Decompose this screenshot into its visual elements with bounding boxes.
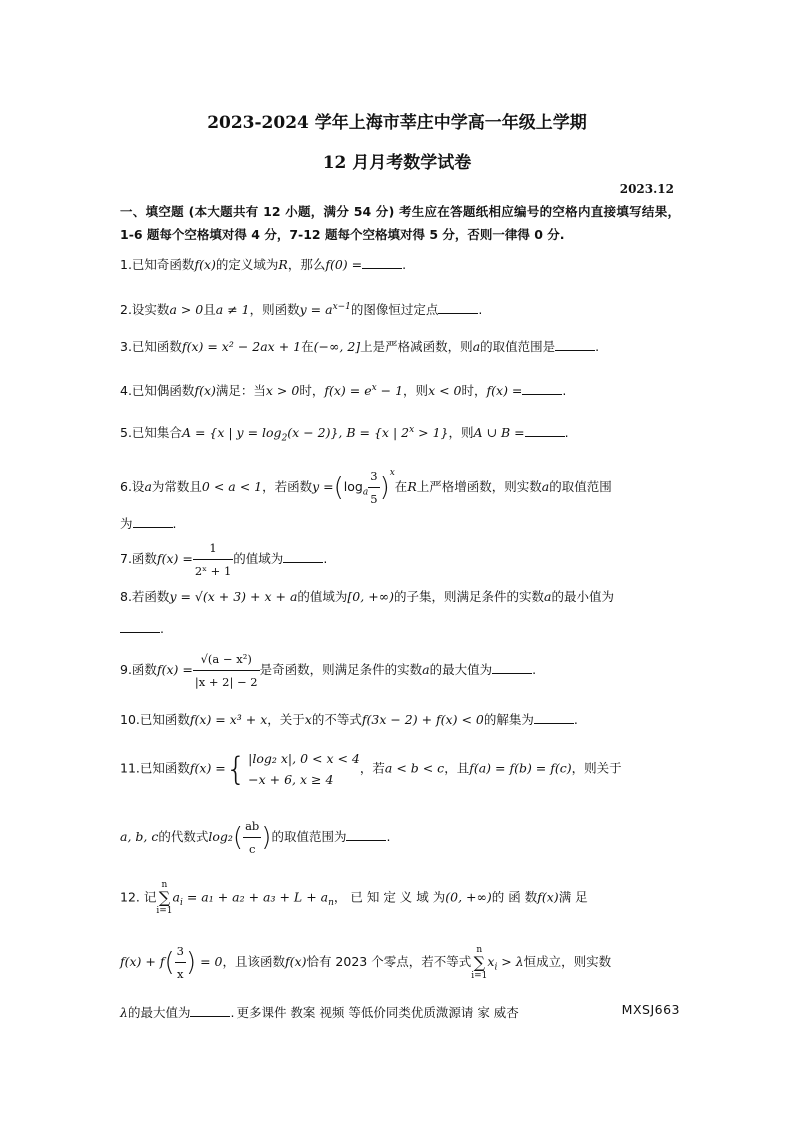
q2-end: 的图像恒过定点 <box>350 302 439 318</box>
q11-case2: −x + 6, x ≥ 4 <box>248 772 334 787</box>
exam-title-line2: 12 月月考数学试卷 <box>322 153 472 173</box>
q10-expr: f(x) = x³ + x <box>189 712 268 727</box>
answer-blank[interactable] <box>522 380 562 395</box>
right-paren: ) <box>379 472 390 503</box>
answer-blank[interactable] <box>346 826 386 841</box>
q12-text2: ， 已 知 定 义 域 为 <box>333 889 446 905</box>
q12-text: 12. 记 <box>120 889 157 905</box>
q5-text: 5.已知集合 <box>120 425 182 441</box>
question-4 <box>120 377 680 402</box>
q8-end2: 的最小值为 <box>551 589 614 604</box>
q11-cond: a < b < c <box>384 760 445 776</box>
answer-blank[interactable] <box>438 299 478 314</box>
q3-text: 3.已知函数 <box>120 339 182 354</box>
q12-sumxi: i <box>494 962 498 973</box>
q12-gt: > λ <box>497 954 524 969</box>
q4-exp: x <box>371 383 377 393</box>
q1-domain: R <box>278 257 288 272</box>
left-paren: ( <box>164 947 175 978</box>
footer-code: MXSJ663 <box>621 1002 680 1017</box>
q12-expr: a <box>172 889 180 905</box>
question-12-line2 <box>120 940 680 985</box>
answer-blank[interactable] <box>362 254 402 269</box>
answer-blank[interactable] <box>555 336 595 351</box>
question-11 <box>120 748 680 790</box>
q9-func: f(x) = <box>156 662 193 677</box>
right-paren: ) <box>261 822 272 853</box>
question-11-line2 <box>120 815 680 860</box>
answer-blank[interactable] <box>120 618 160 633</box>
sigma-icon: ∑ <box>473 952 485 972</box>
q1-text: 1.已知奇函数 <box>120 257 195 272</box>
q2-cond: a > 0 <box>169 302 204 318</box>
q2-exp: x−1 <box>332 302 351 312</box>
footer <box>120 1002 680 1021</box>
q12-num: 3 <box>175 940 186 963</box>
q1-expr: f(0) = <box>325 257 363 272</box>
q12-sub2: n <box>328 898 334 908</box>
q4-text2: 满足：当 <box>215 383 266 399</box>
q8-expr: y = √(x + 3) + x + a <box>169 589 298 604</box>
question-7 <box>120 537 680 582</box>
q12-sum2 <box>471 945 487 981</box>
q5-union: A ∪ B = <box>473 425 525 441</box>
exam-date: 2023.12 <box>619 182 674 196</box>
q5-setA: A = {x | y = log <box>181 425 282 441</box>
q12-text6: 恒成立，则实数 <box>523 954 612 969</box>
q8-var: a <box>543 589 552 604</box>
q12-lambda: λ <box>120 1005 128 1020</box>
q2-text: 2.设实数 <box>120 302 170 318</box>
q12-dot: . <box>230 1005 235 1020</box>
q11-text5: 的取值范围为 <box>271 829 347 844</box>
answer-blank[interactable] <box>534 709 574 724</box>
q2-and: 且 <box>203 302 216 318</box>
q6-num: 3 <box>368 465 379 488</box>
q3-var: a <box>472 339 481 354</box>
q6-y: y = <box>312 479 334 494</box>
q7-end: 的值域为 <box>233 551 284 566</box>
q10-ineq: f(3x − 2) + f(x) < 0 <box>361 712 484 727</box>
q4-text3: 时， <box>299 383 325 399</box>
question-10 <box>120 709 680 731</box>
q7-dot: . <box>323 551 328 566</box>
q12-func: f(x) <box>537 889 559 905</box>
question-8-line2 <box>120 618 680 640</box>
q11-den: c <box>248 842 256 856</box>
q4-func: f(x) <box>194 383 216 399</box>
q10-var: x <box>304 712 312 727</box>
q7-text: 7.函数 <box>120 551 157 566</box>
q6-fraction <box>368 465 379 510</box>
q4-expr2: f(x) = <box>486 383 523 399</box>
q11-end: ，则关于 <box>571 760 622 776</box>
q3-interval: (−∞, 2] <box>313 339 361 354</box>
q8-text2: 的值域为 <box>297 589 348 604</box>
question-12 <box>120 880 680 916</box>
q5-setB-end: > 1} <box>414 425 449 441</box>
q12-sum2-bottom: i=1 <box>471 970 488 981</box>
question-2 <box>120 296 680 321</box>
q9-end2: 的最大值为 <box>429 662 493 677</box>
q12-fraction <box>175 940 186 985</box>
q12-sub: i <box>179 898 183 908</box>
q12-den: x <box>177 967 184 981</box>
q7-fraction <box>193 537 233 582</box>
q5-dot: . <box>564 425 569 441</box>
q5-setB: (x − 2)}, B = {x | 2 <box>287 425 410 441</box>
q12-sumx: x <box>487 954 495 969</box>
q7-num: 1 <box>193 537 233 560</box>
q7-den: 2ˣ + 1 <box>194 564 232 578</box>
q11-log: log₂ <box>208 829 233 844</box>
q3-expr: f(x) = x² − 2ax + 1 <box>181 339 302 354</box>
q2-cond2: a ≠ 1 <box>215 302 250 318</box>
q6-text4: 在 <box>394 479 408 494</box>
q2-text2: ，则函数 <box>249 302 300 318</box>
q3-dot: . <box>595 339 600 354</box>
question-9 <box>120 648 680 693</box>
exam-title-line1: 2023-2024 学年上海市莘庄中学高一年级上学期 <box>207 113 587 133</box>
q6-log: log <box>343 479 363 494</box>
q11-cases <box>248 748 360 790</box>
q12-sum2-top: n <box>476 944 483 955</box>
q12-func2: f(x) <box>285 954 307 969</box>
q12-text7: 的最大值为 <box>127 1005 191 1020</box>
q10-text: 10.已知函数 <box>120 712 190 727</box>
q11-text4: 的代数式 <box>158 829 209 844</box>
q2-dot: . <box>478 302 483 318</box>
q8-interval: [0, +∞) <box>347 589 394 604</box>
q5-exp: x <box>409 425 415 435</box>
q6-var: a <box>144 479 152 494</box>
q4-cond2: x < 0 <box>428 383 462 399</box>
q1-func: f(x) <box>194 257 216 272</box>
q9-den: |x + 2| − 2 <box>194 675 258 689</box>
q3-text2: 在 <box>301 339 314 354</box>
q9-var: a <box>422 662 430 677</box>
q12-end: 满 足 <box>558 889 588 905</box>
q12-expr2: = a₁ + a₂ + a₃ + L + a <box>182 889 329 905</box>
q4-expr1b: − 1 <box>376 383 404 399</box>
left-paren: ( <box>232 822 244 853</box>
q6-cond: 0 < a < 1 <box>201 479 263 494</box>
q3-end: 上是严格减函数，则 <box>360 339 473 354</box>
q10-dot: . <box>573 712 578 727</box>
q6-log-base: a <box>362 487 369 498</box>
question-6 <box>120 462 680 510</box>
q7-func: f(x) = <box>156 551 193 566</box>
q4-text5: 时， <box>461 383 487 399</box>
q11-text3: ，且 <box>444 760 470 776</box>
q11-text: 11.已知函数 <box>120 760 190 776</box>
q12-eq2: = 0 <box>196 954 223 969</box>
q12-sum-top: n <box>161 880 168 890</box>
q4-expr1: f(x) = e <box>324 383 372 399</box>
q1-text2: 的定义域为 <box>215 257 279 272</box>
q11-vars: a, b, c <box>120 829 159 844</box>
q12-text3: 的 函 数 <box>491 889 538 905</box>
q8-text: 8.若函数 <box>120 589 170 604</box>
q10-text2: ，关于 <box>267 712 305 727</box>
q12-sum-bottom: i=1 <box>156 906 173 916</box>
footer-ad: 更多课件 教案 视频 等低价同类优质溦源请 家 威杏 <box>236 1005 519 1020</box>
q11-eq: f(a) = f(b) = f(c) <box>469 760 572 776</box>
q5-text2: ，则 <box>448 425 474 441</box>
q12-text5: 恰有 2023 个零点，若不等式 <box>306 954 472 969</box>
q6-text2: 为常数且 <box>151 479 202 494</box>
q4-dot: . <box>562 383 567 399</box>
q6-line2: 为 <box>120 516 133 531</box>
question-1 <box>120 254 680 276</box>
q9-end: 是奇函数，则满足条件的实数 <box>259 662 423 677</box>
q11-text2: ，若 <box>359 760 385 776</box>
q12-interval: (0, +∞) <box>445 889 492 905</box>
q9-dot: . <box>532 662 537 677</box>
q12-sum <box>156 880 172 916</box>
q11-dot: . <box>386 829 391 844</box>
section-instructions: 一、填空题 (本大题共有 12 小题，满分 54 分) 考生应在答题纸相应编号的空格内直接填写结果，1-6 题每个空格填对得 4 分，7-12 题每个空格填对得 5 分，否则一律得 0 分. <box>120 204 680 242</box>
q6-domain: R <box>407 479 417 494</box>
q12-text4: ，且该函数 <box>222 954 286 969</box>
q12-eq: f(x) + f <box>120 954 165 969</box>
q11-fraction <box>243 815 261 860</box>
q11-num: ab <box>243 815 261 838</box>
q11-func: f(x) = <box>189 760 226 776</box>
q6-dot: . <box>172 516 177 531</box>
q6-exp: x <box>389 468 395 478</box>
q6-var2: a <box>541 479 550 494</box>
q1-end: . <box>402 257 407 272</box>
q9-text: 9.函数 <box>120 662 157 677</box>
left-paren: ( <box>333 472 344 503</box>
question-6-line2 <box>120 513 680 535</box>
right-paren: ) <box>185 947 197 978</box>
q9-fraction <box>193 648 260 693</box>
q11-case1: |log₂ x|, 0 < x < 4 <box>248 751 360 766</box>
q10-end: 的解集为 <box>483 712 534 727</box>
left-brace: { <box>225 750 247 788</box>
q6-den: 5 <box>370 492 378 506</box>
sigma-icon: ∑ <box>158 888 171 907</box>
answer-blank[interactable] <box>525 422 565 437</box>
q3-end2: 的取值范围是 <box>480 339 556 354</box>
q9-num: √(a − x²) <box>193 648 260 671</box>
q4-cond1: x > 0 <box>265 383 300 399</box>
q1-text3: ，那么 <box>287 257 326 272</box>
q4-text: 4.已知偶函数 <box>120 383 195 399</box>
q2-expr: y = a <box>299 302 333 318</box>
q8-end: 的子集，则满足条件的实数 <box>393 589 544 604</box>
answer-blank[interactable] <box>283 548 323 563</box>
question-8 <box>120 586 680 608</box>
q4-text4: ，则 <box>403 383 429 399</box>
q6-text: 6.设 <box>120 479 145 494</box>
q5-log-base: 2 <box>281 433 288 444</box>
answer-blank[interactable] <box>190 1002 230 1017</box>
question-3 <box>120 336 680 358</box>
answer-blank[interactable] <box>492 659 532 674</box>
q10-text3: 的不等式 <box>311 712 362 727</box>
answer-blank[interactable] <box>133 513 173 528</box>
question-5 <box>120 419 680 450</box>
q6-end: 上严格增函数，则实数 <box>416 479 542 494</box>
q8-dot: . <box>160 621 164 636</box>
q6-end2: 的取值范围 <box>549 479 612 494</box>
q6-text3: ，若函数 <box>262 479 313 494</box>
